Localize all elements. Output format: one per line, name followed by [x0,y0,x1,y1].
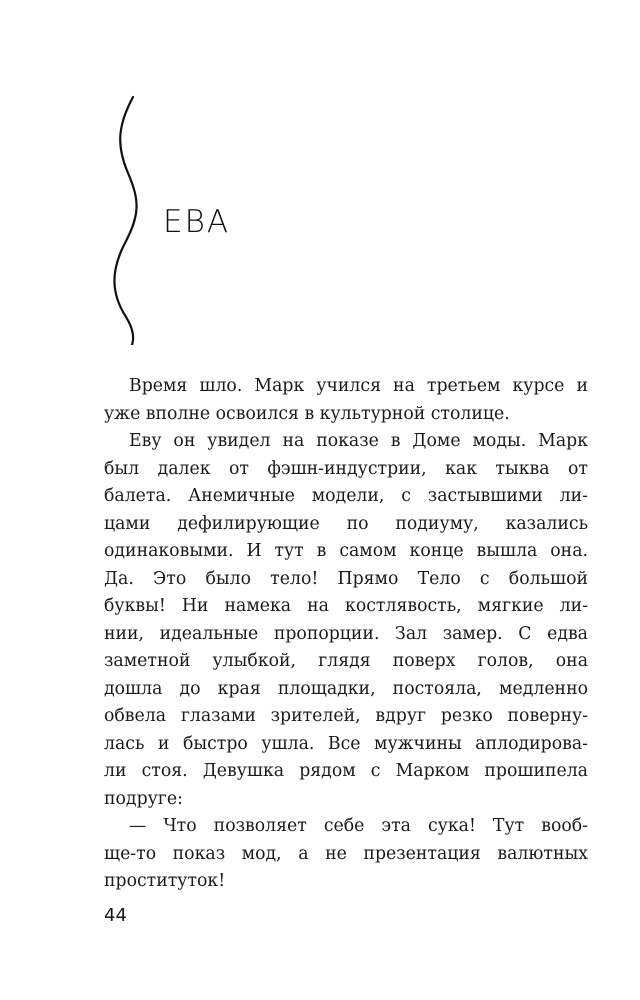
chapter-title: ЕВА [163,204,231,240]
text-line: одинаковыми. И тут в самом конце вышла она. [104,541,588,561]
text-line: был далек от фэшн-индустрии, как тыква от [104,458,588,479]
text-line: цами дефилирующие по подиуму, казались [104,513,588,534]
text-line: дошла до края площадки, постояла, медленно [104,678,588,699]
page-number: 44 [104,905,127,926]
text-line: ли стоя. Девушка рядом с Марком прошипела [104,761,588,781]
text-line: уже вполне освоился в культурной столице. [104,403,510,424]
text-line: буквы! Ни намека на костлявость, мягкие ли- [104,596,588,616]
text-line: проституток! [104,871,226,891]
wavy-line-ornament [100,95,160,345]
text-line: Еву он увидел на показе в Доме моды. Марк [129,431,588,451]
text-line: заметной улыбкой, глядя поверх голов, она [104,651,588,671]
text-line: — Что позволяет себе эта сука! Тут вооб- [129,816,588,836]
text-line: ще-то показ мод, а не презентация валютных [104,843,588,864]
text-line: обвела глазами зрителей, вдруг резко поверну- [104,706,588,726]
text-line: лась и быстро ушла. Все мужчины аплодирова- [104,733,588,754]
text-line: Да. Это было тело! Прямо Тело с большой [104,568,588,589]
text-line: Время шло. Марк учился на третьем курсе и [129,376,588,396]
text-line: нии, идеальные пропорции. Зал замер. С едва [104,623,588,644]
text-line: подруге: [104,788,183,809]
body-text [104,373,588,896]
text-line: балета. Анемичные модели, с застывшими ли- [104,486,588,506]
